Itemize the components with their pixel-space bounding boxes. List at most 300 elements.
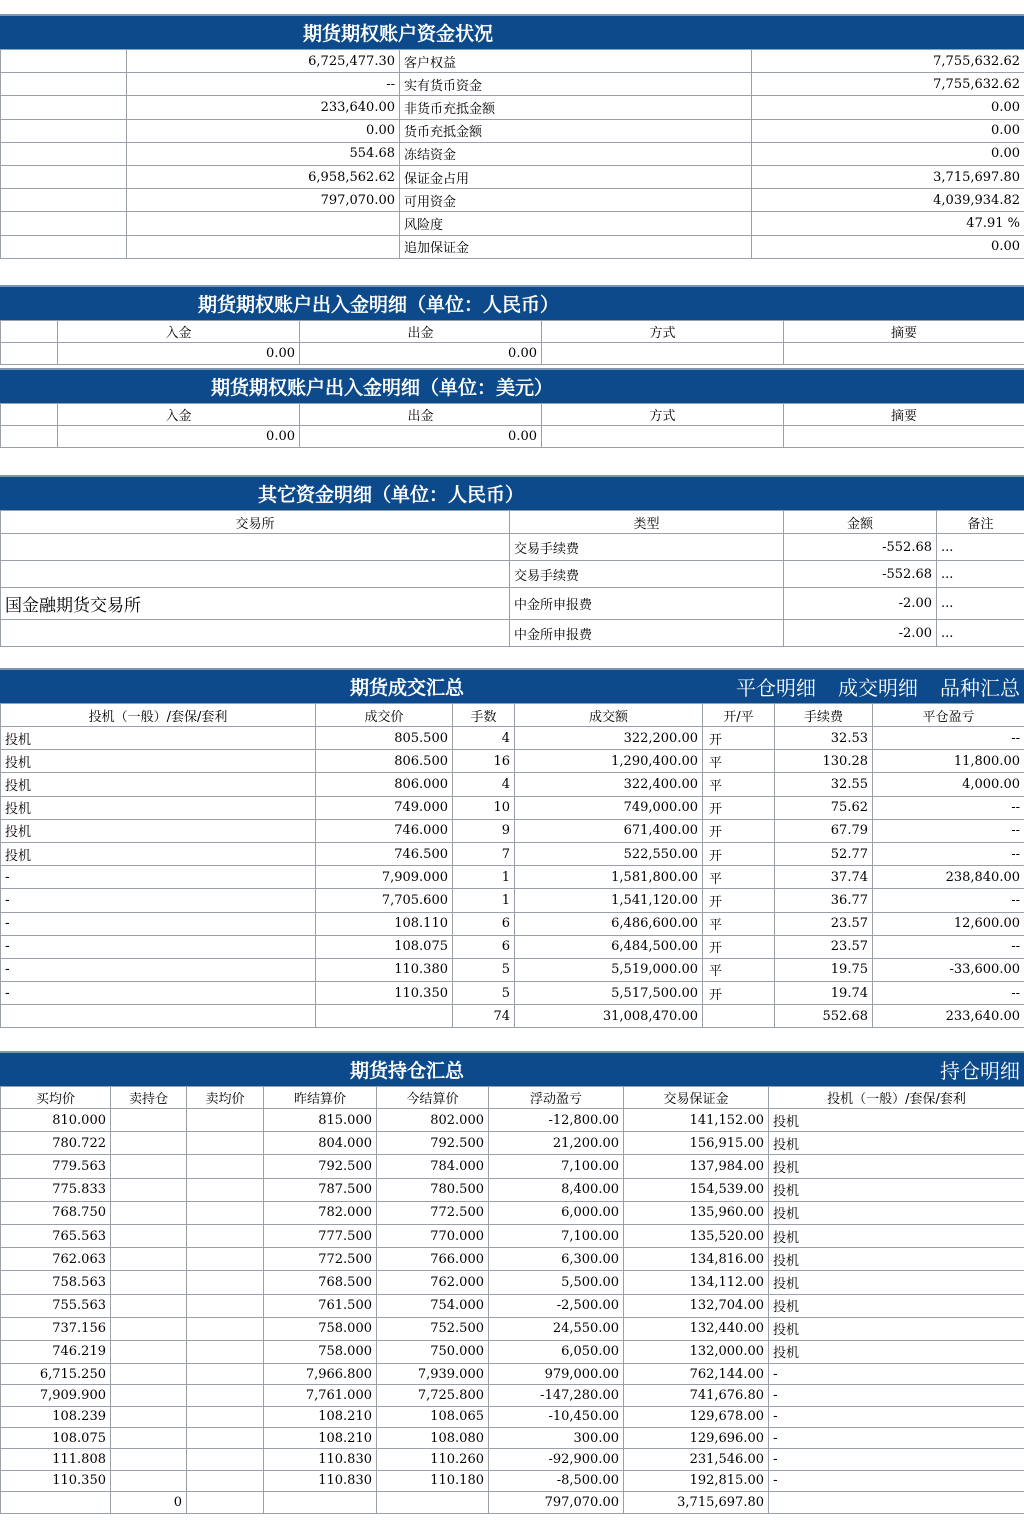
trade-cell: 1,541,120.00 [515, 889, 703, 912]
trade-cell: 1,290,400.00 [515, 750, 703, 773]
trade-cell: 5 [453, 982, 515, 1005]
trade-cell: 4,000.00 [873, 773, 1024, 796]
position-cell: 7,100.00 [489, 1155, 624, 1178]
positions-total-cell [187, 1491, 264, 1513]
positions-col-header: 今结算价 [377, 1087, 489, 1109]
position-cell: 投机 [769, 1155, 1024, 1178]
position-cell: - [769, 1385, 1024, 1406]
position-cell: 741,676.80 [624, 1385, 769, 1406]
positions-col-header: 昨结算价 [264, 1087, 377, 1109]
usd-in-value: 0.00 [58, 426, 300, 448]
trade-cell: 7,909.000 [316, 866, 453, 889]
trade-cell: 52.77 [775, 842, 873, 865]
trade-cell: - [1, 935, 316, 958]
trades-total-cell: 31,008,470.00 [515, 1005, 703, 1028]
position-cell: 780.722 [1, 1132, 111, 1155]
position-cell: 755.563 [1, 1294, 111, 1317]
trade-cell: 108.075 [316, 935, 453, 958]
positions-col-header: 浮动盈亏 [489, 1087, 624, 1109]
usd-inout-table [0, 403, 1024, 448]
trade-cell: 6,484,500.00 [515, 935, 703, 958]
trade-cell: 7 [453, 842, 515, 865]
trade-cell: -- [873, 727, 1024, 750]
trade-cell: 4 [453, 727, 515, 750]
account-status-title: 期货期权账户资金状况 [303, 23, 494, 45]
position-cell: 108.210 [264, 1427, 377, 1448]
status-right-value: 3,715,697.80 [752, 165, 1024, 188]
position-cell: - [769, 1449, 1024, 1470]
trades-total-cell [1, 1005, 316, 1028]
position-cell: 135,960.00 [624, 1201, 769, 1224]
positions-col-header: 交易保证金 [624, 1087, 769, 1109]
trade-cell: 平 [703, 773, 775, 796]
trade-cell: -- [873, 796, 1024, 819]
trade-row [1, 982, 1024, 1005]
other-funds-header [0, 475, 1024, 510]
position-cell: 8,400.00 [489, 1178, 624, 1201]
position-cell [111, 1364, 187, 1385]
trade-cell: 平 [703, 866, 775, 889]
usd-method-value [542, 426, 784, 448]
status-right-value: 0.00 [752, 142, 1024, 165]
position-cell: 792.500 [377, 1132, 489, 1155]
position-cell: 810.000 [1, 1109, 111, 1132]
position-cell: 231,546.00 [624, 1449, 769, 1470]
other-exchange: 国金融期货交易所 [1, 588, 510, 620]
trades-col-header: 手续费 [775, 704, 873, 727]
status-right-value: 0.00 [752, 119, 1024, 142]
position-cell: 762.063 [1, 1248, 111, 1271]
status-right-value: 7,755,632.62 [752, 50, 1024, 73]
positions-total-cell [264, 1491, 377, 1513]
position-cell: 24,550.00 [489, 1317, 624, 1340]
usd-summary-header: 摘要 [784, 404, 1024, 426]
other-type: 交易手续费 [510, 561, 784, 588]
other-note: ... [937, 588, 1024, 620]
position-cell: 134,112.00 [624, 1271, 769, 1294]
status-right-value: 47.91 % [752, 212, 1024, 235]
trade-cell: 投机 [1, 796, 316, 819]
position-cell [187, 1364, 264, 1385]
trade-cell: 投机 [1, 819, 316, 842]
trade-cell: -33,600.00 [873, 958, 1024, 981]
position-detail-link[interactable]: 持仓明细 [940, 1059, 1020, 1083]
positions-total-cell [1, 1491, 111, 1513]
trade-cell: 36.77 [775, 889, 873, 912]
cny-inout-section [0, 285, 1024, 365]
trade-cell: 32.55 [775, 773, 873, 796]
trades-total-cell [316, 1005, 453, 1028]
position-cell [111, 1201, 187, 1224]
trade-cell: 110.380 [316, 958, 453, 981]
position-cell: 766.000 [377, 1248, 489, 1271]
trade-row [1, 750, 1024, 773]
trade-cell: 108.110 [316, 912, 453, 935]
trade-cell: - [1, 958, 316, 981]
position-row [1, 1317, 1024, 1340]
status-row [1, 189, 1024, 212]
trade-cell: 805.500 [316, 727, 453, 750]
status-right-value: 0.00 [752, 235, 1024, 258]
trade-cell: 平 [703, 750, 775, 773]
trade-row [1, 912, 1024, 935]
cny-inout-title: 期货期权账户出入金明细（单位：人民币） [198, 294, 560, 316]
trade-cell: 开 [703, 796, 775, 819]
trade-cell: 9 [453, 819, 515, 842]
trade-cell: 投机 [1, 773, 316, 796]
position-cell: 752.500 [377, 1317, 489, 1340]
trade-cell: 10 [453, 796, 515, 819]
position-cell [187, 1294, 264, 1317]
position-cell: 132,440.00 [624, 1317, 769, 1340]
trade-cell: 67.79 [775, 819, 873, 842]
position-cell: -8,500.00 [489, 1470, 624, 1491]
position-cell: 802.000 [377, 1109, 489, 1132]
status-label: 风险度 [400, 212, 752, 235]
other-exchange [1, 620, 510, 647]
position-cell: 投机 [769, 1109, 1024, 1132]
position-cell: - [769, 1470, 1024, 1491]
position-cell [187, 1449, 264, 1470]
status-row [1, 235, 1024, 258]
trade-cell: 23.57 [775, 935, 873, 958]
position-cell [187, 1132, 264, 1155]
usd-out-header: 出金 [300, 404, 542, 426]
position-cell [111, 1178, 187, 1201]
position-row [1, 1248, 1024, 1271]
trade-detail-link[interactable]: 成交明细 [838, 676, 918, 700]
position-cell: 758.000 [264, 1340, 377, 1363]
positions-links [918, 1053, 1020, 1086]
positions-col-header: 卖均价 [187, 1087, 264, 1109]
usd-summary-value [784, 426, 1024, 448]
position-cell [111, 1109, 187, 1132]
position-row [1, 1470, 1024, 1491]
trades-total-cell: 74 [453, 1005, 515, 1028]
status-row [1, 119, 1024, 142]
trade-row [1, 819, 1024, 842]
other-funds-title: 其它资金明细（单位：人民币） [258, 484, 525, 506]
position-cell: - [769, 1427, 1024, 1448]
positions-total-cell [377, 1491, 489, 1513]
other-type: 中金所申报费 [510, 588, 784, 620]
trade-cell: 平 [703, 912, 775, 935]
position-cell: 投机 [769, 1294, 1024, 1317]
position-cell: 777.500 [264, 1224, 377, 1247]
status-left-value [127, 235, 400, 258]
position-cell [187, 1317, 264, 1340]
other-type: 中金所申报费 [510, 620, 784, 647]
other-funds-section [0, 475, 1024, 647]
position-cell [111, 1427, 187, 1448]
position-cell: 762.000 [377, 1271, 489, 1294]
trade-row [1, 842, 1024, 865]
usd-inout-title: 期货期权账户出入金明细（单位：美元） [211, 377, 554, 399]
trade-cell: 75.62 [775, 796, 873, 819]
position-cell [187, 1385, 264, 1406]
trade-cell: - [1, 982, 316, 1005]
trade-cell: 746.500 [316, 842, 453, 865]
cny-inout-header [0, 285, 1024, 320]
account-status-table [0, 49, 1024, 259]
positions-total-cell: 3,715,697.80 [624, 1491, 769, 1513]
status-right-value: 4,039,934.82 [752, 189, 1024, 212]
trade-cell: 开 [703, 842, 775, 865]
trade-row [1, 796, 1024, 819]
trades-total-cell: 552.68 [775, 1005, 873, 1028]
cny-method-value [542, 343, 784, 365]
position-cell: 768.500 [264, 1271, 377, 1294]
other-funds-table [0, 510, 1024, 647]
position-row [1, 1201, 1024, 1224]
position-cell: 7,966.800 [264, 1364, 377, 1385]
position-cell: 21,200.00 [489, 1132, 624, 1155]
position-cell: 135,520.00 [624, 1224, 769, 1247]
trade-cell: 7,705.600 [316, 889, 453, 912]
position-cell [187, 1155, 264, 1178]
usd-inout-header [0, 368, 1024, 403]
positions-total-cell [769, 1491, 1024, 1513]
cny-in-header: 入金 [58, 321, 300, 343]
position-cell: 300.00 [489, 1427, 624, 1448]
trade-cell: 238,840.00 [873, 866, 1024, 889]
trade-cell: 4 [453, 773, 515, 796]
trade-cell: 19.75 [775, 958, 873, 981]
position-row [1, 1271, 1024, 1294]
position-cell: 979,000.00 [489, 1364, 624, 1385]
positions-title: 期货持仓汇总 [350, 1060, 465, 1082]
other-note: ... [937, 620, 1024, 647]
trade-row [1, 866, 1024, 889]
position-cell: 141,152.00 [624, 1109, 769, 1132]
usd-out-value: 0.00 [300, 426, 542, 448]
position-cell: 7,725.800 [377, 1385, 489, 1406]
position-cell [187, 1340, 264, 1363]
cny-inout-table [0, 320, 1024, 365]
other-row [1, 561, 1024, 588]
position-cell: 156,915.00 [624, 1132, 769, 1155]
trade-cell: 投机 [1, 727, 316, 750]
other-note: ... [937, 534, 1024, 561]
usd-method-header: 方式 [542, 404, 784, 426]
other-type: 交易手续费 [510, 534, 784, 561]
trade-row [1, 889, 1024, 912]
other-note: ... [937, 561, 1024, 588]
trades-col-header: 成交额 [515, 704, 703, 727]
position-cell [111, 1224, 187, 1247]
position-cell: 129,678.00 [624, 1406, 769, 1427]
position-cell: 775.833 [1, 1178, 111, 1201]
status-row [1, 73, 1024, 96]
trade-cell: 开 [703, 935, 775, 958]
position-cell: 7,761.000 [264, 1385, 377, 1406]
status-label: 客户权益 [400, 50, 752, 73]
positions-total-row [1, 1491, 1024, 1513]
position-cell: 754.000 [377, 1294, 489, 1317]
cny-summary-header: 摘要 [784, 321, 1024, 343]
positions-table [0, 1086, 1024, 1514]
status-left-value: -- [127, 73, 400, 96]
position-cell: 772.500 [377, 1201, 489, 1224]
trades-total-cell [703, 1005, 775, 1028]
trades-col-header: 手数 [453, 704, 515, 727]
trade-cell: 749.000 [316, 796, 453, 819]
trades-section [0, 668, 1024, 1028]
position-cell: 投机 [769, 1224, 1024, 1247]
position-cell: 792.500 [264, 1155, 377, 1178]
position-cell: 192,815.00 [624, 1470, 769, 1491]
trade-cell: - [1, 866, 316, 889]
positions-total-cell: 797,070.00 [489, 1491, 624, 1513]
position-cell: 6,300.00 [489, 1248, 624, 1271]
account-status-header [0, 14, 1024, 49]
position-cell: 5,500.00 [489, 1271, 624, 1294]
position-cell [111, 1132, 187, 1155]
position-row [1, 1294, 1024, 1317]
trades-title: 期货成交汇总 [350, 677, 465, 699]
status-left-value: 0.00 [127, 119, 400, 142]
other-amount-header: 金额 [784, 511, 937, 534]
trade-cell: - [1, 912, 316, 935]
trades-col-header: 成交价 [316, 704, 453, 727]
trade-cell: 5,519,000.00 [515, 958, 703, 981]
position-row [1, 1224, 1024, 1247]
position-row [1, 1132, 1024, 1155]
trade-cell: 开 [703, 982, 775, 1005]
status-row [1, 212, 1024, 235]
position-cell: 108.210 [264, 1406, 377, 1427]
trade-row [1, 773, 1024, 796]
other-row [1, 534, 1024, 561]
trade-cell: 37.74 [775, 866, 873, 889]
trades-table [0, 703, 1024, 1028]
status-right-value: 0.00 [752, 96, 1024, 119]
position-cell: 110.830 [264, 1449, 377, 1470]
status-label: 追加保证金 [400, 235, 752, 258]
position-row [1, 1340, 1024, 1363]
position-cell: 111.808 [1, 1449, 111, 1470]
position-cell: 投机 [769, 1271, 1024, 1294]
trade-cell: 5,517,500.00 [515, 982, 703, 1005]
trade-cell: 671,400.00 [515, 819, 703, 842]
trade-row [1, 935, 1024, 958]
trade-cell: 32.53 [775, 727, 873, 750]
position-cell [187, 1109, 264, 1132]
close-detail-link[interactable]: 平仓明细 [736, 676, 816, 700]
trade-cell: 6 [453, 935, 515, 958]
trade-cell: 1 [453, 889, 515, 912]
status-label: 可用资金 [400, 189, 752, 212]
trade-cell: 开 [703, 819, 775, 842]
trade-cell: 19.74 [775, 982, 873, 1005]
position-cell [187, 1470, 264, 1491]
trade-cell: 6,486,600.00 [515, 912, 703, 935]
position-cell [111, 1340, 187, 1363]
status-left-value: 554.68 [127, 142, 400, 165]
status-left-value [127, 212, 400, 235]
position-row [1, 1178, 1024, 1201]
trade-cell: 16 [453, 750, 515, 773]
position-cell: 758.563 [1, 1271, 111, 1294]
position-row [1, 1364, 1024, 1385]
position-cell: -10,450.00 [489, 1406, 624, 1427]
other-exchange [1, 534, 510, 561]
position-cell: 780.500 [377, 1178, 489, 1201]
position-cell: 108.065 [377, 1406, 489, 1427]
trades-col-header: 平仓盈亏 [873, 704, 1024, 727]
position-cell: -92,900.00 [489, 1449, 624, 1470]
position-cell: -147,280.00 [489, 1385, 624, 1406]
position-cell: 6,715.250 [1, 1364, 111, 1385]
status-left-value: 797,070.00 [127, 189, 400, 212]
status-label: 实有货币资金 [400, 73, 752, 96]
other-amount: -552.68 [784, 561, 937, 588]
trade-cell: 522,550.00 [515, 842, 703, 865]
trade-cell: 投机 [1, 842, 316, 865]
position-cell [111, 1385, 187, 1406]
trade-cell: 749,000.00 [515, 796, 703, 819]
usd-inout-section [0, 368, 1024, 448]
position-cell: 投机 [769, 1340, 1024, 1363]
position-cell [187, 1427, 264, 1448]
status-left-value: 6,725,477.30 [127, 50, 400, 73]
trade-cell: 5 [453, 958, 515, 981]
position-cell: - [769, 1364, 1024, 1385]
position-cell: 770.000 [377, 1224, 489, 1247]
trades-col-header: 投机（一般）/套保/套利 [1, 704, 316, 727]
status-row [1, 165, 1024, 188]
position-cell: 772.500 [264, 1248, 377, 1271]
other-note-header: 备注 [937, 511, 1024, 534]
position-cell: 110.350 [1, 1470, 111, 1491]
cny-method-header: 方式 [542, 321, 784, 343]
trade-cell: - [1, 889, 316, 912]
position-cell: 110.830 [264, 1470, 377, 1491]
trade-cell: 322,400.00 [515, 773, 703, 796]
trade-cell: 6 [453, 912, 515, 935]
trades-total-row [1, 1005, 1024, 1028]
trade-cell: 12,600.00 [873, 912, 1024, 935]
position-row [1, 1155, 1024, 1178]
position-cell [111, 1155, 187, 1178]
trade-cell: -- [873, 982, 1024, 1005]
product-summary-link[interactable]: 品种汇总 [940, 676, 1020, 700]
position-cell: 投机 [769, 1132, 1024, 1155]
position-cell [187, 1406, 264, 1427]
trade-cell: 平 [703, 958, 775, 981]
status-label: 非货币充抵金额 [400, 96, 752, 119]
status-label: 保证金占用 [400, 165, 752, 188]
position-row [1, 1449, 1024, 1470]
status-row [1, 96, 1024, 119]
position-cell: 6,000.00 [489, 1201, 624, 1224]
position-row [1, 1109, 1024, 1132]
trade-cell: 投机 [1, 750, 316, 773]
position-cell: -2,500.00 [489, 1294, 624, 1317]
trade-cell: 746.000 [316, 819, 453, 842]
cny-in-value: 0.00 [58, 343, 300, 365]
position-cell [111, 1248, 187, 1271]
position-cell: 108.075 [1, 1427, 111, 1448]
position-cell: 132,000.00 [624, 1340, 769, 1363]
position-cell: 815.000 [264, 1109, 377, 1132]
trade-cell: 11,800.00 [873, 750, 1024, 773]
position-cell: 投机 [769, 1248, 1024, 1271]
position-cell: 761.500 [264, 1294, 377, 1317]
position-cell: - [769, 1406, 1024, 1427]
position-cell: 804.000 [264, 1132, 377, 1155]
other-exchange [1, 561, 510, 588]
